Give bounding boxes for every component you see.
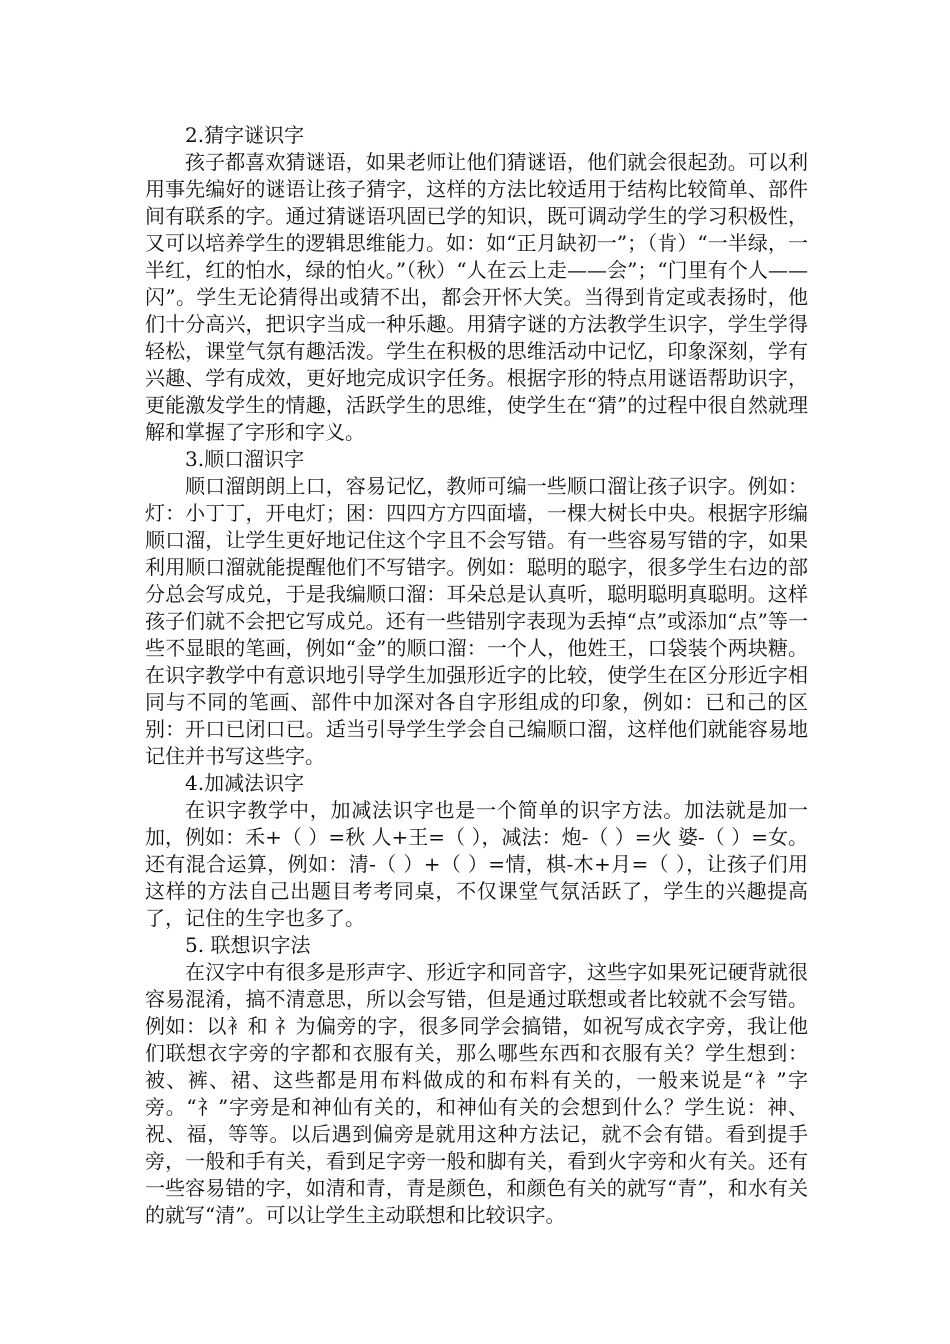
section-heading-riddle: 2.猜字谜识字 [185,123,305,147]
section-paragraph-riddle: 孩子都喜欢猜谜语，如果老师让他们猜谜语，他们就会很起劲。可以利用事先编好的谜语让孩子猜字，这样的方法比较适用于结构比较简单、部件间有联系的字。通过猜谜语巩固已学的知识，既可调动学生的学习积极性，又可以培养学生的逻辑思维能力。如：如“正月缺初一”；（肯）“一半绿，一半红，红的怕水，绿的怕火。”（秋）“人在云上走——会”；“门里有个人——闪”。学生无论猜得出或猜不出，都会开怀大笑。当得到肯定或表扬时，他们十分高兴，把识字当成一种乐趣。用猜字谜的方法教学生识字，学生学得轻松，课堂气氛有趣活泼。学生在积极的思维活动中记忆，印象深刻，学有兴趣、学有成效，更好地完成识字任务。根据字形的特点用谜语帮助识字，更能激发学生的情趣，活跃学生的思维，使学生在“猜”的过程中很自然就理解和掌握了字形和字义。 [145,150,808,444]
section-heading-jingle: 3.顺口溜识字 [185,447,305,471]
section-heading-association: 5. 联想识字法 [185,933,311,957]
section-paragraph-add-subtract: 在识字教学中，加减法识字也是一个简单的识字方法。加法就是加一加，例如：禾+（ ）=秋 人+王=（ ），减法：炮-（ ）=火 婆-（ ）=女。还有混合运算，例如：清-（ ）+（ ）=情，棋-木+月=（ ），让孩子们用这样的方法自己出题目考考同桌，不仅课堂气氛活跃了，学生的兴趣提高了，记住的生字也多了。 [145,798,808,930]
section-heading-add-subtract: 4.加减法识字 [185,771,305,795]
section-paragraph-association: 在汉字中有很多是形声字、形近字和同音字，这些字如果死记硬背就很容易混淆，搞不清意思，所以会写错，但是通过联想或者比较就不会写错。例如：以衤和 礻为偏旁的字，很多同学会搞错，如祝写成衣字旁，我让他们联想衣字旁的字都和衣服有关，那么哪些东西和衣服有关？学生想到：被、裤、裙、这些都是用布料做成的和布料有关的，一般来说是“衤”字旁。“礻”字旁是和神仙有关的，和神仙有关的会想到什么？学生说：神、祝、福，等等。以后遇到偏旁是就用这种方法记，就不会有错。看到提手旁，一般和手有关，看到足字旁一般和脚有关，看到火字旁和火有关。还有一些容易错的字，如清和青，青是颜色，和颜色有关的就写“青”，和水有关的就写“清”。可以让学生主动联想和比较识字。 [145,960,808,1227]
document-body [145,122,808,1229]
section-paragraph-jingle: 顺口溜朗朗上口，容易记忆，教师可编一些顺口溜让孩子识字。例如：灯：小丁丁，开电灯；困：四四方方四面墙，一棵大树长中央。根据字形编顺口溜，让学生更好地记住这个字且不会写错。有一些容易写错的字，如果利用顺口溜就能提醒他们不写错字。例如：聪明的聪字，很多学生右边的部分总会写成兑，于是我编顺口溜：耳朵总是认真听，聪明聪明真聪明。这样孩子们就不会把它写成兑。还有一些错别字表现为丢掉“点”或添加“点”等一些不显眼的笔画，例如“金”的顺口溜：一个人，他姓王，口袋装个两块糖。在识字教学中有意识地引导学生加强形近字的比较，使学生在区分形近字相同与不同的笔画、部件中加深对各自字形组成的印象，例如：已和己的区别：开口已闭口已。适当引导学生学会自己编顺口溜，这样他们就能容易地记住并书写这些字。 [145,474,808,768]
